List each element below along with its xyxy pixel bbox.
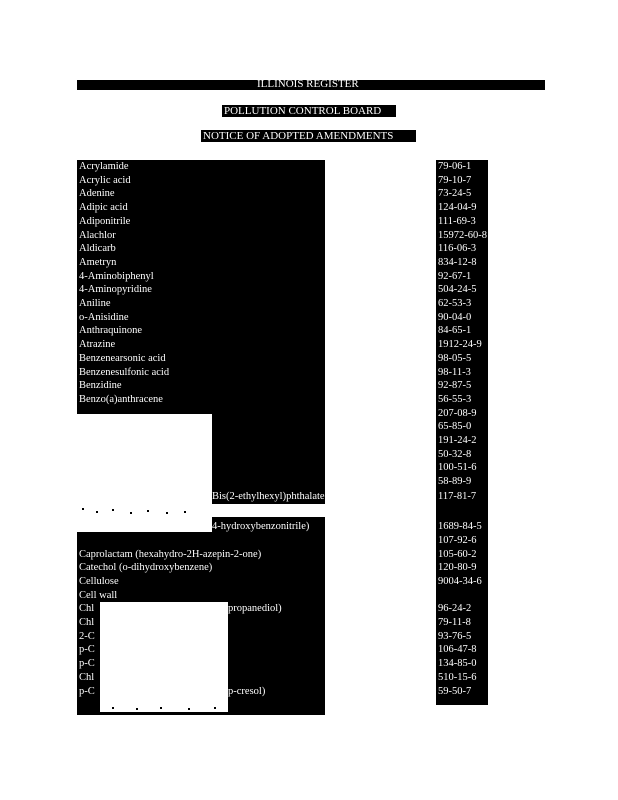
speck	[96, 511, 98, 513]
chemical-name: Adipic acid	[79, 202, 128, 214]
speck	[82, 508, 84, 510]
chemical-name: Cell wall	[79, 589, 118, 601]
cas-number: 15972-60-8	[438, 229, 487, 241]
chemical-name: Bis(2-ethylhexyl)phthalate	[212, 491, 325, 502]
chemical-name: Adenine	[79, 188, 115, 200]
cas-number: 9004-34-6	[438, 575, 482, 587]
chemical-name: Caprolactam (hexahydro-2H-azepin-2-one)	[79, 548, 262, 560]
speck	[112, 707, 114, 709]
speck	[112, 509, 114, 511]
chemical-name: Benzidine	[79, 380, 122, 392]
blank-area	[77, 414, 212, 506]
chemical-name: Acrylamide	[79, 161, 129, 172]
cas-number: 84-65-1	[438, 325, 472, 337]
cas-number: 92-67-1	[438, 270, 472, 282]
cas-number: 834-12-8	[438, 256, 477, 268]
chemical-name: p-C	[79, 685, 95, 697]
chemical-name: Cellulose	[79, 575, 119, 587]
chemical-name: Aniline	[79, 298, 111, 309]
chemical-name: p-C	[79, 658, 95, 670]
register-title: ILLINOIS REGISTER	[257, 78, 359, 90]
chemical-name: Acrylic acid	[79, 174, 131, 186]
chemical-name: Atrazine	[79, 339, 116, 351]
speck	[214, 707, 216, 709]
chemical-name: p-C	[79, 644, 95, 656]
chemical-name: Benzenearsonic acid	[79, 352, 166, 364]
cas-number: 93-76-5	[438, 630, 472, 642]
speck	[184, 511, 186, 513]
chemical-name: 4-Aminobiphenyl	[79, 270, 154, 282]
cas-number: 56-55-3	[438, 393, 472, 405]
speck	[166, 512, 168, 514]
cas-number: 98-05-5	[438, 352, 472, 364]
chemical-name: Adiponitrile	[79, 215, 131, 227]
cas-number: 1912-24-9	[438, 339, 482, 351]
chemical-name: propanediol)	[228, 603, 282, 615]
speck	[160, 707, 162, 709]
cas-number: 105-60-2	[438, 548, 477, 560]
chemical-name: p-cresol)	[228, 685, 266, 697]
cas-number: 207-08-9	[438, 407, 477, 419]
board-title: POLLUTION CONTROL BOARD	[224, 105, 382, 117]
blank-area	[77, 517, 212, 532]
speck	[147, 510, 149, 512]
cas-number: 58-89-9	[438, 476, 472, 488]
cas-number: 96-24-2	[438, 603, 472, 615]
cas-number: 107-92-6	[438, 534, 477, 546]
cas-number: 504-24-5	[438, 284, 477, 296]
speck	[188, 708, 190, 710]
cas-number: 191-24-2	[438, 435, 477, 446]
chemical-name: Chl	[79, 603, 95, 615]
chemical-name: Alachlor	[79, 229, 116, 241]
cas-number: 90-04-0	[438, 311, 472, 323]
speck	[130, 512, 132, 514]
cas-number: 116-06-3	[438, 243, 477, 255]
cas-number: 92-87-5	[438, 380, 472, 392]
chemical-name: 4-Aminopyridine	[79, 284, 152, 296]
cas-number: 79-10-7	[438, 174, 472, 186]
chemical-name: Chl	[79, 671, 95, 683]
cas-number: 106-47-8	[438, 644, 477, 656]
cas-number: 79-06-1	[438, 161, 472, 172]
chemical-name: Benzenesulfonic acid	[79, 366, 170, 378]
cas-number: 100-51-6	[438, 462, 477, 474]
blank-area	[77, 504, 325, 517]
cas-number: 1689-84-5	[438, 521, 482, 532]
cas-number: 65-85-0	[438, 421, 472, 433]
cas-number: 111-69-3	[438, 215, 476, 227]
chemical-name: Anthraquinone	[79, 325, 142, 337]
speck	[136, 708, 138, 710]
chemical-name: Benzo(a)anthracene	[79, 393, 163, 405]
chemical-name: 2-C	[79, 630, 95, 642]
cas-number: 50-32-8	[438, 448, 472, 460]
chemical-name: Catechol (o-dihydroxybenzene)	[79, 562, 213, 574]
cas-number: 117-81-7	[438, 491, 477, 502]
cas-number: 59-50-7	[438, 685, 472, 697]
chemical-name: Aldicarb	[79, 243, 116, 255]
cas-number: 510-15-6	[438, 671, 477, 683]
chemical-name: Chl	[79, 617, 95, 628]
blank-area	[325, 520, 436, 540]
cas-number: 73-24-5	[438, 188, 472, 200]
cas-number: 62-53-3	[438, 298, 472, 309]
blank-area	[100, 602, 228, 712]
chemical-name: Ametryn	[79, 256, 117, 268]
cas-number: 124-04-9	[438, 202, 477, 214]
cas-number: 134-85-0	[438, 658, 477, 670]
chemical-name: o-Anisidine	[79, 311, 129, 323]
notice-title: NOTICE OF ADOPTED AMENDMENTS	[203, 130, 394, 142]
cas-number: 79-11-8	[438, 617, 471, 628]
chemical-name: 4-hydroxybenzonitrile)	[212, 521, 310, 532]
cas-number: 98-11-3	[438, 366, 471, 378]
cas-number: 120-80-9	[438, 562, 477, 574]
